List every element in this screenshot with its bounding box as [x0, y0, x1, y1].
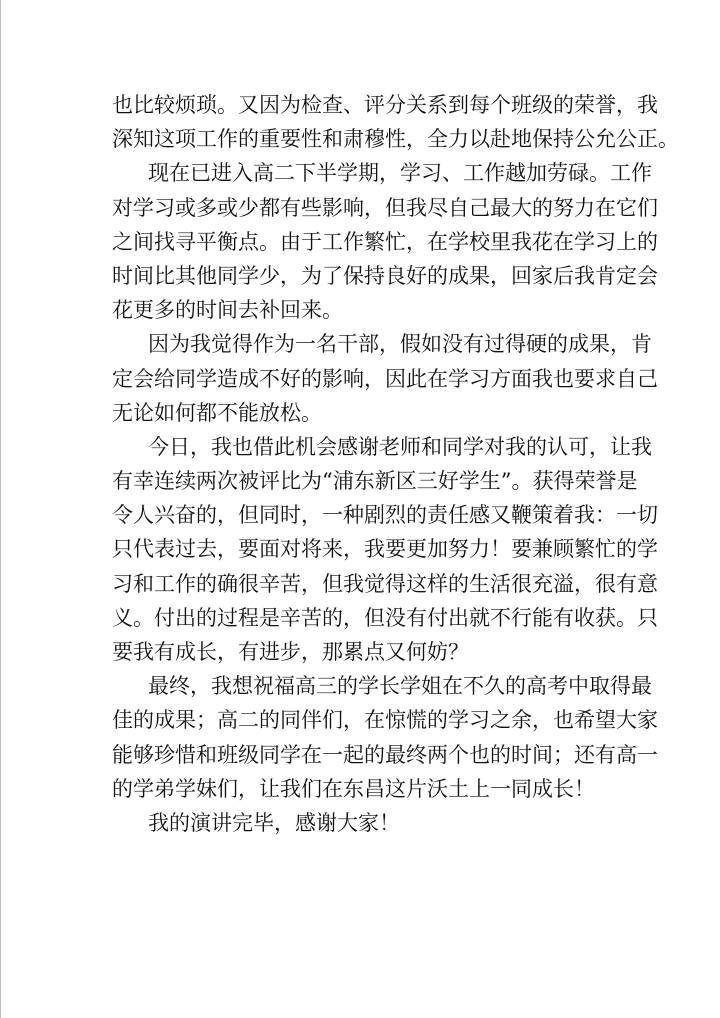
text-line: 令人兴奋的，但同时，一种剧烈的责任感又鞭策着我：一切 [112, 503, 658, 528]
text-line: 深知这项工作的重要性和肃穆性，全力以赴地保持公允公正。 [112, 127, 679, 152]
text-line: 我的演讲完毕，感谢大家！ [148, 810, 400, 835]
text-line: 义。付出的过程是辛苦的，但没有付出就不行能有收获。只 [112, 605, 658, 630]
text-line: 时间比其他同学少，为了保持良好的成果，回家后我肯定会 [112, 263, 658, 288]
text-line: 现在已进入高二下半学期，学习、工作越加劳碌。工作 [148, 161, 652, 186]
text-line: 最终，我想祝福高三的学长学姐在不久的高考中取得最 [148, 674, 652, 699]
text-line: 要我有成长，有进步，那累点又何妨？ [112, 640, 469, 664]
text-line: 有幸连续两次被评比为“浦东新区三好学生”。获得荣誉是 [112, 469, 638, 494]
text-line: 也比较烦琐。又因为检查、评分关系到每个班级的荣誉，我 [112, 93, 658, 117]
page-left-border [0, 0, 1, 1018]
text-line: 的学弟学妹们，让我们在东昌这片沃土上一同成长！ [112, 776, 595, 801]
text-line: 无论如何都不能放松。 [112, 400, 322, 425]
text-line: 只代表过去，要面对将来，我要更加努力！要兼顾繁忙的学 [112, 537, 658, 562]
text-line: 因为我觉得作为一名干部，假如没有过得硬的成果，肯 [148, 332, 652, 357]
text-line: 习和工作的确很辛苦，但我觉得这样的生活很充溢，很有意 [112, 571, 658, 596]
text-line: 今日，我也借此机会感谢老师和同学对我的认可，让我 [148, 434, 652, 459]
text-line: 定会给同学造成不好的影响，因此在学习方面我也要求自己 [112, 366, 658, 391]
text-line: 之间找寻平衡点。由于工作繁忙，在学校里我花在学习上的 [112, 229, 658, 254]
text-line: 花更多的时间去补回来。 [112, 298, 343, 323]
speech-text [112, 88, 679, 840]
text-line: 对学习或多或少都有些影响，但我尽自己最大的努力在它们 [112, 195, 658, 220]
text-line: 能够珍惜和班级同学在一起的最终两个也的时间；还有高一 [112, 742, 658, 767]
text-line: 佳的成果；高二的同伴们，在惊慌的学习之余，也希望大家 [112, 708, 658, 733]
